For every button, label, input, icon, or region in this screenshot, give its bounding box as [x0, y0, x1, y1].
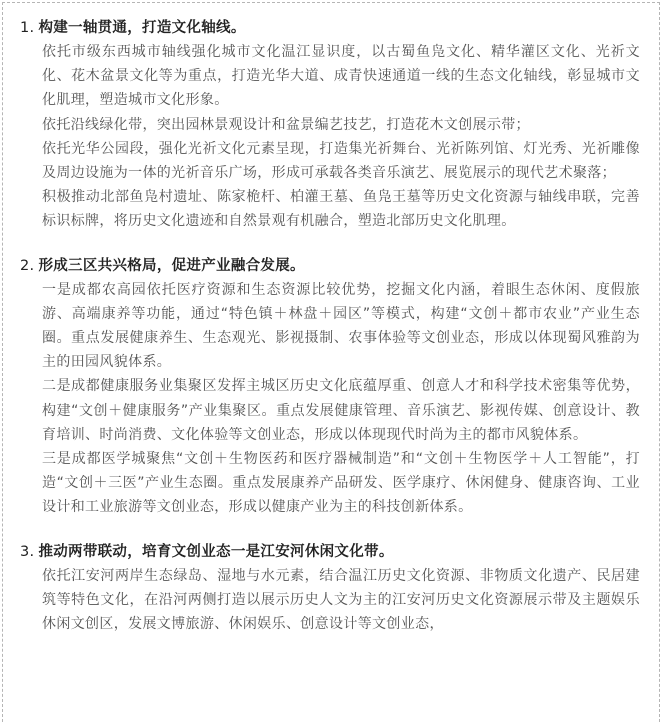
paragraph: 积极推动北部鱼凫村遗址、陈家桅杆、柏灌王墓、鱼凫王墓等历史文化资源与轴线串联，完善标识标牌，将历史文化遗迹和自然景观有机融合，塑造北部历史文化肌理。 — [42, 189, 640, 230]
section-heading — [20, 540, 640, 564]
paragraph: 依托江安河两岸生态绿岛、湿地与水元素，结合温江历史文化资源、非物质文化遗产、民居建筑等特色文化，在沿河两侧打造以展示历史人文为主的江安河历史文化资源展示带及主题娱乐休闲文创区，发展文博旅游、休闲娱乐、创意设计等文创业态， — [42, 567, 640, 633]
section-number: 2. — [20, 257, 35, 274]
section-3 — [20, 540, 640, 637]
section-number: 3. — [20, 543, 35, 560]
section-title: 形成三区共兴格局，促进产业融合发展。 — [38, 257, 305, 274]
section-number: 1. — [20, 20, 35, 36]
section-heading — [20, 16, 640, 40]
paragraph: 依托市级东西城市轴线强化城市文化温江显识度，以古蜀鱼凫文化、精华灌区文化、光祈文化、花木盆景文化等为重点，打造光华大道、成青快速通道一线的生态文化轴线，彰显城市文化肌理，塑造城市文化形象。 — [42, 44, 640, 109]
section-1 — [20, 16, 640, 234]
paragraph: 三是成都医学城聚焦“文创＋生物医药和医疗器械制造”和“文创＋生物医学＋人工智能”，打造“文创＋三医”产业生态圈。重点发展康养产品研发、医学康疗、休闲健身、健康咨询、工业设计和工业旅游等文创业态，形成以健康产业为主的科技创新体系。 — [42, 451, 640, 516]
paragraph: 一是成都农高园依托医疗资源和生态资源比较优势，挖掘文化内涵，着眼生态休闲、度假旅游、高端康养等功能，通过“特色镇＋林盘＋园区”等模式，构建“文创＋都市农业”产业生态圈。重点发展健康养生、生态观光、影视摄制、农事体验等文创业态，形成以体现蜀风雅韵为主的田园风貌体系。 — [42, 281, 640, 371]
section-title: 构建一轴贯通，打造文化轴线。 — [38, 20, 246, 36]
section-title: 推动两带联动，培育文创业态一是江安河休闲文化带。 — [38, 543, 394, 560]
article-body — [20, 16, 640, 656]
paragraph: 二是成都健康服务业集聚区发挥主城区历史文化底蕴厚重、创意人才和科学技术密集等优势，构建“文创＋健康服务”产业集聚区。重点发展健康管理、音乐演艺、影视传媒、创意设计、教育培训、时尚消费、文化体验等文创业态，形成以体现现代时尚为主的都市风貌体系。 — [42, 378, 640, 443]
section-heading — [20, 254, 640, 278]
paragraph: 依托沿线绿化带，突出园林景观设计和盆景编艺技艺，打造花木文创展示带； — [42, 116, 530, 133]
paragraph: 依托光华公园段，强化光祈文化元素呈现，打造集光祈舞台、光祈陈列馆、灯光秀、光祈雕像及周边设施为一体的光祈音乐广场，形成可承载各类音乐演艺、展览展示的现代艺术聚落； — [42, 140, 640, 182]
section-2 — [20, 254, 640, 520]
